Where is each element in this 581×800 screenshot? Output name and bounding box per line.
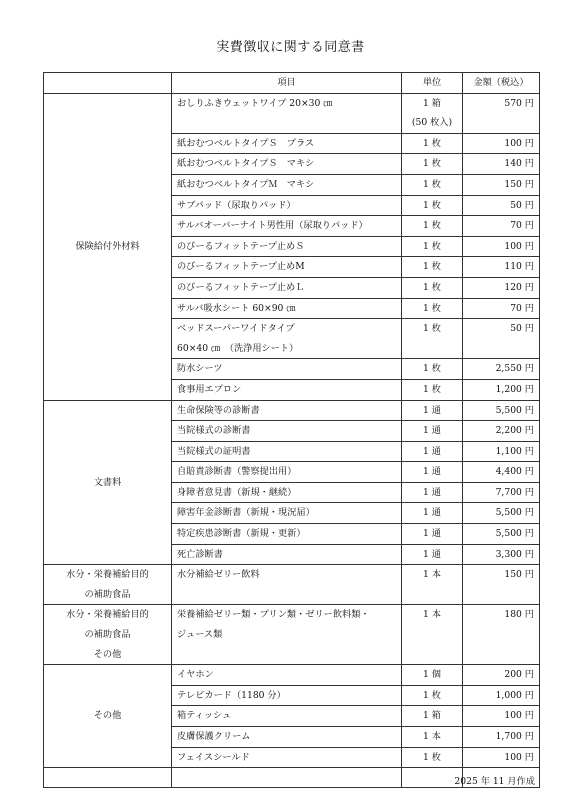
unit-cell	[402, 544, 463, 565]
price-cell: 100 円	[463, 706, 540, 727]
category-label: の補助食品	[84, 629, 131, 641]
unit-cell	[402, 482, 463, 503]
unit-cell	[402, 133, 463, 154]
item-label: サルバ吸水シート 60×90 ㎝	[177, 302, 296, 314]
item-label: 特定疾患診断書（新規・更新）	[177, 528, 306, 540]
item-label: 紙おむつベルトタイプＭ マキシ	[177, 178, 315, 190]
price-cell: 3,300 円	[463, 544, 540, 565]
unit-label: (50 枚入)	[411, 117, 453, 129]
item-cell	[172, 400, 402, 421]
table-row	[44, 400, 540, 421]
item-cell	[172, 685, 402, 706]
unit-cell	[402, 565, 463, 605]
price-cell: 1,700 円	[463, 727, 540, 748]
table-row	[44, 93, 540, 133]
unit-label: 1 本	[423, 609, 441, 621]
item-cell	[172, 524, 402, 545]
unit-label: 1 枚	[423, 302, 441, 314]
header-unit: 単位	[402, 73, 463, 94]
price-cell: 50 円	[463, 195, 540, 216]
unit-label: 1 本	[423, 569, 441, 581]
price-cell: 1,000 円	[463, 685, 540, 706]
unit-label: 1 箱	[423, 710, 441, 722]
price-cell: 100 円	[463, 236, 540, 257]
unit-cell	[402, 503, 463, 524]
unit-label: 1 通	[423, 404, 441, 416]
price-cell: 4,400 円	[463, 462, 540, 483]
price-cell: 70 円	[463, 216, 540, 237]
unit-cell	[402, 421, 463, 442]
item-cell	[172, 565, 402, 605]
item-label: 防水シーツ	[177, 363, 223, 375]
item-cell	[172, 236, 402, 257]
item-cell	[172, 93, 402, 133]
table-body	[44, 93, 540, 788]
unit-label: 1 通	[423, 466, 441, 478]
price-cell: 150 円	[463, 174, 540, 195]
item-cell	[172, 133, 402, 154]
item-cell	[172, 257, 402, 278]
category-label: の補助食品	[84, 588, 131, 600]
item-cell	[172, 544, 402, 565]
table-row	[44, 665, 540, 686]
item-label: のびーるフィットテープ止めM	[177, 261, 305, 273]
header-price: 金額（税込）	[463, 73, 540, 94]
category-label: 保険給付外材料	[75, 240, 140, 252]
item-cell	[172, 298, 402, 319]
item-cell	[172, 421, 402, 442]
price-cell: 120 円	[463, 277, 540, 298]
item-cell	[172, 462, 402, 483]
item-cell	[172, 195, 402, 216]
category-cell	[44, 605, 172, 665]
price-cell: 140 円	[463, 154, 540, 175]
item-cell	[172, 482, 402, 503]
item-label: 食事用エプロン	[177, 383, 242, 395]
price-cell: 7,700 円	[463, 482, 540, 503]
unit-cell	[402, 319, 463, 359]
unit-cell	[402, 154, 463, 175]
unit-label: 1 本	[423, 731, 441, 742]
item-label: 当院様式の証明書	[177, 445, 251, 457]
item-cell	[172, 605, 402, 665]
item-label: テレビカード（1180 分）	[177, 689, 286, 701]
category-label: 文書料	[93, 476, 122, 488]
unit-cell	[402, 257, 463, 278]
price-cell: 200 円	[463, 665, 540, 686]
price-cell: 1,100 円	[463, 441, 540, 462]
unit-cell	[402, 379, 463, 400]
item-label: 箱ティッシュ	[177, 710, 232, 722]
category-label: その他	[93, 710, 122, 722]
document-title: 実費徴収に関する同意書	[216, 40, 365, 55]
unit-label: 1 通	[423, 486, 441, 498]
item-label: 死亡診断書	[177, 548, 223, 560]
item-label: 60×40 ㎝ （洗浄用シート）	[177, 342, 299, 354]
price-cell: 100 円	[463, 133, 540, 154]
item-cell	[172, 706, 402, 727]
unit-cell	[402, 298, 463, 319]
item-cell	[172, 359, 402, 380]
item-label: イヤホン	[177, 669, 214, 681]
unit-cell	[402, 174, 463, 195]
item-cell	[172, 277, 402, 298]
item-cell	[172, 727, 402, 748]
item-label: ベッドスーパーワイドタイプ	[177, 323, 295, 335]
unit-cell	[402, 665, 463, 686]
unit-label: 1 通	[423, 528, 441, 540]
item-label: 紙おむつベルトタイプＳ プラス	[177, 137, 315, 149]
item-label: のびーるフィットテープ止めＳ	[177, 240, 305, 252]
item-label: おしりふきウェットワイプ 20×30 ㎝	[177, 97, 333, 109]
item-label: 生命保険等の診断書	[177, 404, 260, 416]
unit-label: 1 枚	[423, 751, 441, 763]
unit-cell	[402, 400, 463, 421]
price-cell: 5,500 円	[463, 524, 540, 545]
price-cell: 1,200 円	[463, 379, 540, 400]
item-label: 水分補給ゼリー飲料	[177, 569, 260, 581]
price-cell: 570 円	[463, 93, 540, 133]
unit-label: 1 枚	[423, 158, 441, 170]
unit-label: 1 枚	[423, 363, 441, 375]
category-cell	[44, 93, 172, 400]
item-cell	[172, 174, 402, 195]
item-label: 当院様式の診断書	[177, 425, 251, 437]
price-cell: 110 円	[463, 257, 540, 278]
item-cell	[172, 379, 402, 400]
unit-label: 1 枚	[423, 281, 441, 293]
item-cell	[172, 503, 402, 524]
unit-label: 1 枚	[423, 240, 441, 252]
unit-label: 1 枚	[423, 689, 441, 701]
price-cell: 2,550 円	[463, 359, 540, 380]
table-row	[44, 565, 540, 605]
unit-label: 1 通	[423, 445, 441, 457]
unit-label: 1 枚	[423, 137, 441, 149]
unit-cell	[402, 236, 463, 257]
price-cell: 100 円	[463, 747, 540, 768]
price-cell: 5,500 円	[463, 400, 540, 421]
unit-cell	[402, 685, 463, 706]
unit-cell	[402, 359, 463, 380]
item-label: 身障者意見書（新規・継続）	[177, 486, 297, 498]
unit-cell	[402, 605, 463, 665]
unit-label: 1 枚	[423, 199, 441, 211]
item-cell	[172, 665, 402, 686]
item-label: サブパッド（尿取りパッド）	[177, 199, 296, 211]
category-label: その他	[93, 648, 122, 660]
item-label: 皮膚保護クリーム	[177, 731, 251, 742]
fee-table	[43, 72, 540, 788]
table-header-row	[44, 73, 540, 94]
header-category	[44, 73, 172, 94]
unit-cell	[402, 747, 463, 768]
unit-label: 1 枚	[423, 178, 441, 190]
item-cell	[172, 747, 402, 768]
empty-cell	[402, 768, 463, 788]
unit-cell	[402, 277, 463, 298]
empty-cell	[172, 768, 402, 788]
item-label: ジュース類	[177, 629, 223, 641]
unit-cell	[402, 462, 463, 483]
item-label: 栄養補給ゼリー類・プリン類・ゼリー飲料類・	[177, 609, 370, 621]
price-cell: 2,200 円	[463, 421, 540, 442]
unit-label: 1 個	[423, 669, 441, 681]
unit-label: 1 箱	[423, 97, 441, 109]
item-label: 紙おむつベルトタイプＳ マキシ	[177, 158, 315, 170]
unit-cell	[402, 441, 463, 462]
unit-cell	[402, 706, 463, 727]
item-label: のびーるフィットテープ止めＬ	[177, 281, 305, 293]
unit-cell	[402, 93, 463, 133]
category-cell	[44, 400, 172, 565]
item-label: サルバオーバーナイト男性用（尿取りパッド）	[177, 220, 368, 232]
price-cell: 180 円	[463, 605, 540, 665]
unit-label: 1 通	[423, 548, 441, 560]
category-label: 水分・栄養補給目的	[66, 609, 149, 621]
price-cell: 150 円	[463, 565, 540, 605]
price-cell: 70 円	[463, 298, 540, 319]
header-item: 項目	[172, 73, 402, 94]
unit-cell	[402, 216, 463, 237]
created-date: 2025 年 11 月作成	[454, 776, 535, 787]
unit-cell	[402, 727, 463, 748]
unit-label: 1 枚	[423, 220, 441, 232]
item-cell	[172, 319, 402, 359]
item-cell	[172, 441, 402, 462]
unit-label: 1 通	[423, 507, 441, 519]
unit-cell	[402, 195, 463, 216]
category-label: 水分・栄養補給目的	[66, 569, 149, 581]
unit-label: 1 枚	[423, 323, 441, 335]
item-cell	[172, 216, 402, 237]
unit-label: 1 枚	[423, 383, 441, 395]
price-cell: 5,500 円	[463, 503, 540, 524]
unit-label: 1 枚	[423, 261, 441, 273]
unit-cell	[402, 524, 463, 545]
category-cell	[44, 565, 172, 605]
item-cell	[172, 154, 402, 175]
table-row	[44, 605, 540, 665]
empty-cell	[44, 768, 172, 788]
unit-label: 1 通	[423, 425, 441, 437]
item-label: 自賠責診断書（警察提出用）	[177, 466, 297, 478]
price-cell: 50 円	[463, 319, 540, 359]
category-cell	[44, 665, 172, 768]
item-label: 障害年金診断書（新規・現況届）	[177, 507, 315, 519]
item-label: フェイスシールド	[177, 751, 250, 763]
